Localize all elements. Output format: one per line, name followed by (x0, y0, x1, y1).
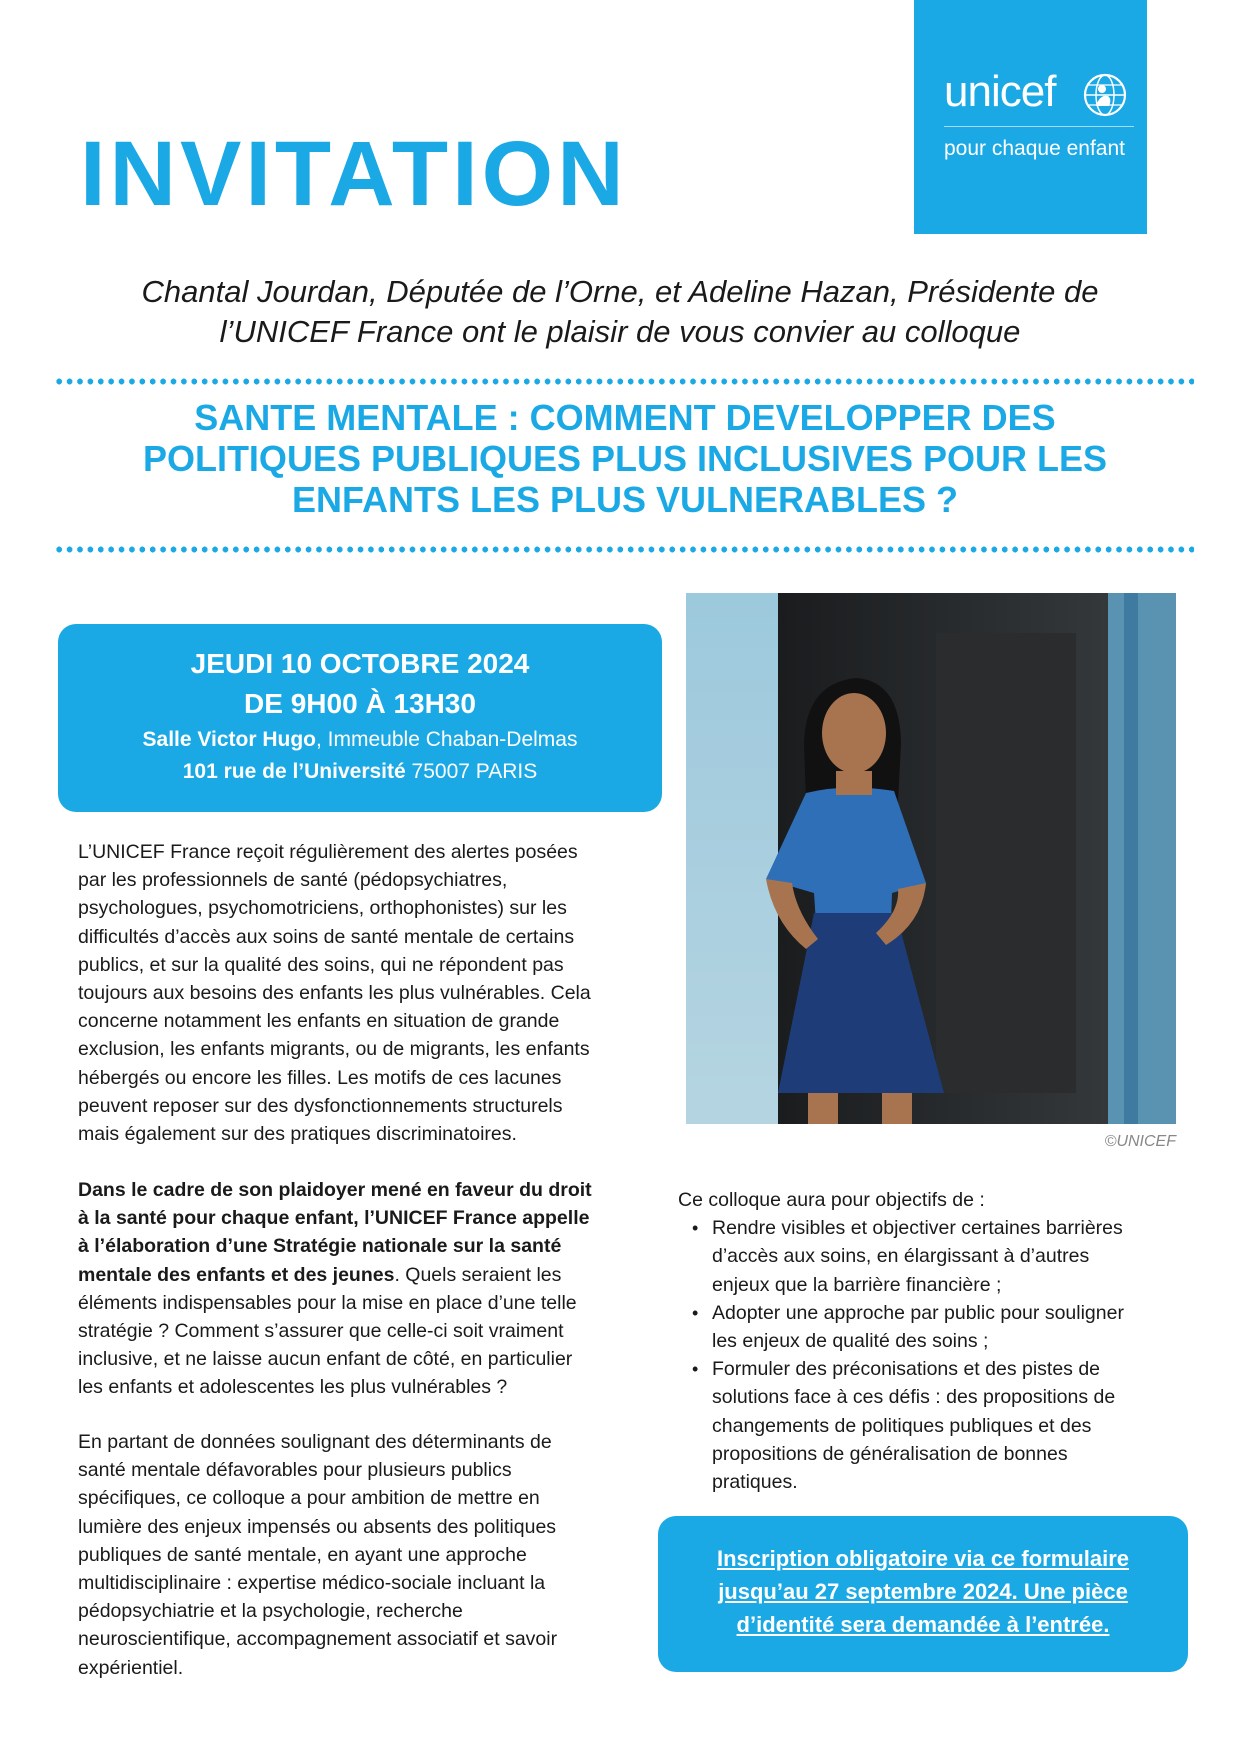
text-line: Formuler des préconisations et des pistes de (712, 1358, 1101, 1381)
text-line: à la santé pour chaque enfant, l’UNICEF France appelle (78, 1207, 590, 1230)
bullet-icon: • (692, 1359, 699, 1380)
registration-link[interactable]: Inscription obligatoire via ce formulaire (717, 1546, 1129, 1571)
intro-line: l’UNICEF France ont le plaisir de vous convier au colloque (219, 314, 1021, 349)
text-line: à l’élaboration d’une Stratégie nationale sur la santé (78, 1235, 562, 1258)
registration-id-note[interactable]: d’identité sera demandée à l’entrée. (736, 1612, 1110, 1637)
event-room (58, 724, 662, 756)
text-line: inclusive, et ne laisse aucun enfant de côté, en particulier (78, 1348, 573, 1371)
dotted-divider-bottom (54, 545, 1194, 554)
dotted-divider-top (54, 377, 1194, 386)
unicef-logo (914, 0, 1147, 234)
event-date: JEUDI 10 OCTOBRE 2024 (190, 648, 530, 679)
text-line: Dans le cadre de son plaidoyer mené en faveur du droit (78, 1179, 592, 1201)
text-line: publics, et sur la qualité des soins, qui ne répondent pas (78, 953, 564, 976)
text-line: psychologues, psychomotriciens, orthophonistes) sur les (78, 897, 567, 920)
event-title-line: POLITIQUES PUBLIQUES PLUS INCLUSIVES POUR LES (142, 438, 1108, 479)
text-line: spécifiques, ce colloque a pour ambition de mettre en (78, 1487, 540, 1510)
event-city: 75007 PARIS (405, 760, 538, 783)
text-line (78, 1261, 644, 1289)
list-item (678, 1355, 1178, 1496)
text-line: pédopsychiatrie et la psychologie, recherche (78, 1600, 463, 1623)
logo-wordmark: unicef (944, 67, 1056, 116)
text-line: peuvent reposer sur des dysfonctionnements structurels (78, 1094, 563, 1117)
objectives-list (678, 1186, 1178, 1496)
text-regular: . Quels seraient les (394, 1263, 562, 1286)
photo-illustration (686, 593, 1176, 1124)
registration-box (658, 1516, 1188, 1672)
event-building: , Immeuble Chaban-Delmas (316, 728, 578, 751)
unicef-emblem-icon (1082, 72, 1128, 118)
text-line: publiques de santé mentale, en ayant une approche (78, 1543, 527, 1566)
text-line: les enfants et adolescentes les plus vulnérables ? (78, 1376, 508, 1399)
text-line: enjeux que la barrière financière ; (712, 1273, 1002, 1296)
text-line: difficultés d’accès aux soins de santé mentale de certains (78, 925, 575, 948)
list-item (678, 1299, 1178, 1355)
text-line: multidisciplinaire : expertise médico-sociale incluant la (78, 1572, 546, 1595)
text-line: changements de politiques publiques et des (712, 1414, 1092, 1437)
text-line: propositions de généralisation de bonnes (712, 1442, 1068, 1465)
bullet-icon: • (692, 1218, 699, 1239)
paragraph-ambition (78, 1428, 644, 1682)
logo-divider (944, 126, 1134, 127)
photo-credit: ©UNICEF (1104, 1133, 1176, 1150)
text-line: lumière des enjeux impensés ou absents des politiques (78, 1515, 557, 1538)
text-line: solutions face à ces défis : des propositions de (712, 1386, 1116, 1409)
text-line: Rendre visibles et objectiver certaines barrières (712, 1217, 1123, 1240)
text-line: neuroscientifique, accompagnement associatif et savoir (78, 1628, 558, 1651)
bullet-icon: • (692, 1302, 699, 1323)
paragraph-context (78, 838, 644, 1148)
paragraph-advocacy (78, 1176, 644, 1402)
objectives-lead: Ce colloque aura pour objectifs de : (678, 1189, 985, 1211)
text-line: d’accès aux soins, en élargissant à d’autres (712, 1245, 1090, 1268)
text-line: les enjeux de qualité des soins ; (712, 1330, 989, 1353)
text-line: hébergés ou encore les filles. Les motifs de ces lacunes (78, 1066, 562, 1089)
text-line: mais également sur des pratiques discriminatoires. (78, 1123, 517, 1146)
event-address (58, 756, 662, 788)
event-title-line: ENFANTS LES PLUS VULNERABLES ? (291, 479, 959, 520)
event-title-line: SANTE MENTALE : COMMENT DEVELOPPER DES (194, 397, 1056, 438)
event-details-box (58, 624, 662, 812)
text-line: Adopter une approche par public pour souligner (712, 1301, 1124, 1324)
event-title (60, 397, 1190, 520)
intro-line: Chantal Jourdan, Députée de l’Orne, et Adeline Hazan, Présidente de (141, 274, 1099, 309)
text-line: stratégie ? Comment s’assurer que celle-ci soit vraiment (78, 1320, 564, 1343)
page-title: INVITATION (80, 123, 628, 225)
event-time: DE 9H00 À 13H30 (244, 688, 476, 719)
text-line: éléments indispensables pour la mise en place d’une telle (78, 1291, 577, 1314)
event-room-name: Salle Victor Hugo (142, 728, 317, 751)
girl-photo (686, 593, 1176, 1124)
text-line: L’UNICEF France reçoit régulièrement des alertes posées (78, 841, 578, 863)
text-line: pratiques. (712, 1471, 798, 1494)
text-line: En partant de données soulignant des déterminants de (78, 1431, 552, 1453)
text-line: exclusion, les enfants migrants, ou de migrants, les enfants (78, 1038, 590, 1061)
logo-tagline: pour chaque enfant (944, 137, 1125, 160)
registration-deadline[interactable]: jusqu’au 27 septembre 2024. Une pièce (718, 1579, 1128, 1604)
text-line: concerne notamment les enfants en situation de grande (78, 1010, 560, 1033)
text-line: expérientiel. (78, 1656, 184, 1679)
text-line: toujours aux besoins des enfants les plus vulnérables. Cela (78, 982, 591, 1005)
intro-text (40, 272, 1200, 352)
event-street: 101 rue de l’Université (182, 760, 406, 783)
text-line: par les professionnels de santé (pédopsychiatres, (78, 869, 508, 892)
text-line: santé mentale défavorables pour plusieurs publics (78, 1459, 512, 1482)
text-bold: mentale des enfants et des jeunes (78, 1263, 395, 1286)
list-item (678, 1214, 1178, 1299)
